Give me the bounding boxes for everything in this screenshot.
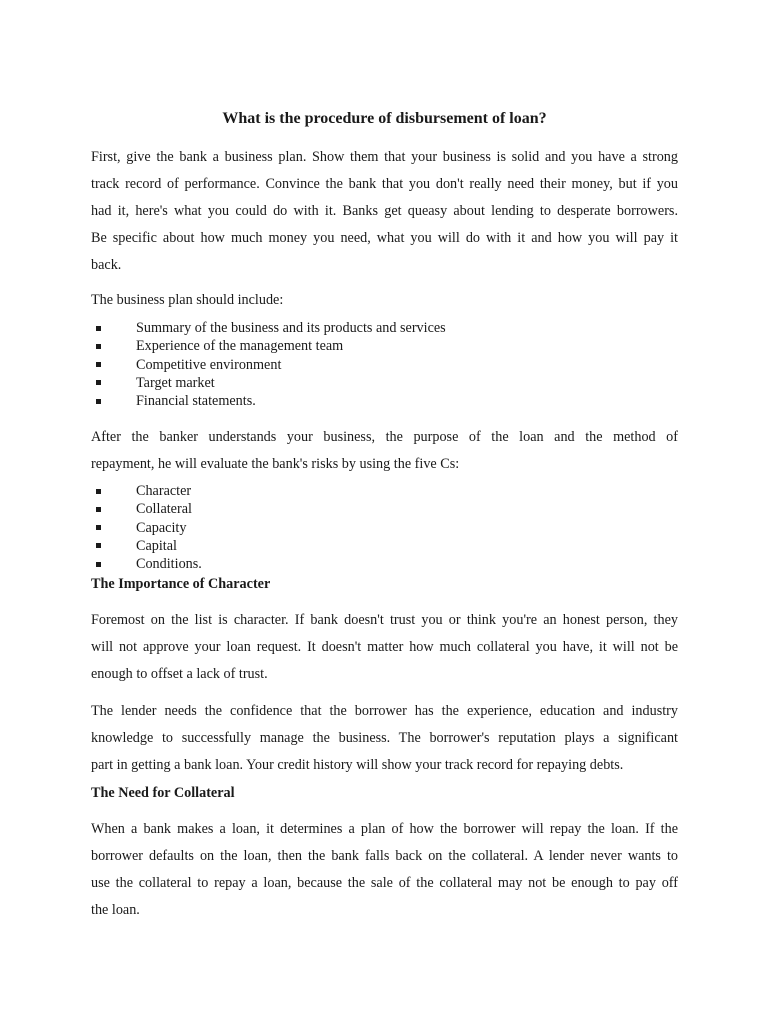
list-item: Financial statements. <box>91 392 678 410</box>
paragraph-line: use the collateral to repay a loan, because the sale of the collateral may not be enough to pay off <box>91 875 678 891</box>
paragraph-line: had it, here's what you could do with it. Banks get queasy about lending to desperate borrowers. <box>91 203 678 219</box>
list-item: Experience of the management team <box>91 337 678 355</box>
paragraph-line: First, give the bank a business plan. Show them that your business is solid and you have a strong <box>91 149 678 165</box>
square-bullet-icon <box>96 344 101 349</box>
paragraph-line: The lender needs the confidence that the borrower has the experience, education and industry <box>91 703 678 719</box>
section-heading-character: The Importance of Character <box>91 576 271 592</box>
document-title: What is the procedure of disbursement of loan? <box>222 110 547 127</box>
character-paragraph-2 <box>91 698 678 779</box>
square-bullet-icon <box>96 562 101 567</box>
paragraph-line: back. <box>91 257 122 273</box>
character-paragraph-1 <box>91 607 678 688</box>
list-item: Collateral <box>91 500 678 518</box>
list-item: Character <box>91 482 678 500</box>
square-bullet-icon <box>96 362 101 367</box>
list-item: Target market <box>91 374 678 392</box>
collateral-paragraph-1 <box>91 816 678 924</box>
plan-intro: The business plan should include: <box>91 292 284 308</box>
paragraph-line: Foremost on the list is character. If bank doesn't trust you or think you're an honest person, they <box>91 612 678 628</box>
list-item: Capacity <box>91 519 678 537</box>
business-plan-list <box>91 319 678 410</box>
paragraph-line: After the banker understands your business, the purpose of the loan and the method of <box>91 429 678 445</box>
paragraph-line: the loan. <box>91 902 140 918</box>
section-heading-collateral: The Need for Collateral <box>91 785 235 801</box>
paragraph-line: will not approve your loan request. It doesn't matter how much collateral you have, it will not be <box>91 639 678 655</box>
list-item: Competitive environment <box>91 356 678 374</box>
list-item: Conditions. <box>91 555 678 573</box>
square-bullet-icon <box>96 399 101 404</box>
list-item: Summary of the business and its products and services <box>91 319 678 337</box>
paragraph-line: enough to offset a lack of trust. <box>91 666 268 682</box>
list-item: Capital <box>91 537 678 555</box>
paragraph-line: repayment, he will evaluate the bank's risks by using the five Cs: <box>91 456 460 472</box>
paragraph-line: knowledge to successfully manage the business. The borrower's reputation plays a significant <box>91 730 678 746</box>
square-bullet-icon <box>96 326 101 331</box>
paragraph-line: borrower defaults on the loan, then the bank falls back on the collateral. A lender never wants to <box>91 848 678 864</box>
five-cs-list <box>91 482 678 573</box>
paragraph-line: Be specific about how much money you need, what you will do with it and how you will pay it <box>91 230 678 246</box>
square-bullet-icon <box>96 380 101 385</box>
square-bullet-icon <box>96 489 101 494</box>
paragraph-line: track record of performance. Convince the bank that you don't really need their money, but if you <box>91 176 678 192</box>
square-bullet-icon <box>96 525 101 530</box>
paragraph-line: When a bank makes a loan, it determines a plan of how the borrower will repay the loan. If the <box>91 821 678 837</box>
square-bullet-icon <box>96 543 101 548</box>
square-bullet-icon <box>96 507 101 512</box>
paragraph-line: part in getting a bank loan. Your credit history will show your track record for repaying debts. <box>91 757 624 773</box>
intro-paragraph <box>91 144 678 279</box>
five-cs-intro-paragraph <box>91 424 678 478</box>
